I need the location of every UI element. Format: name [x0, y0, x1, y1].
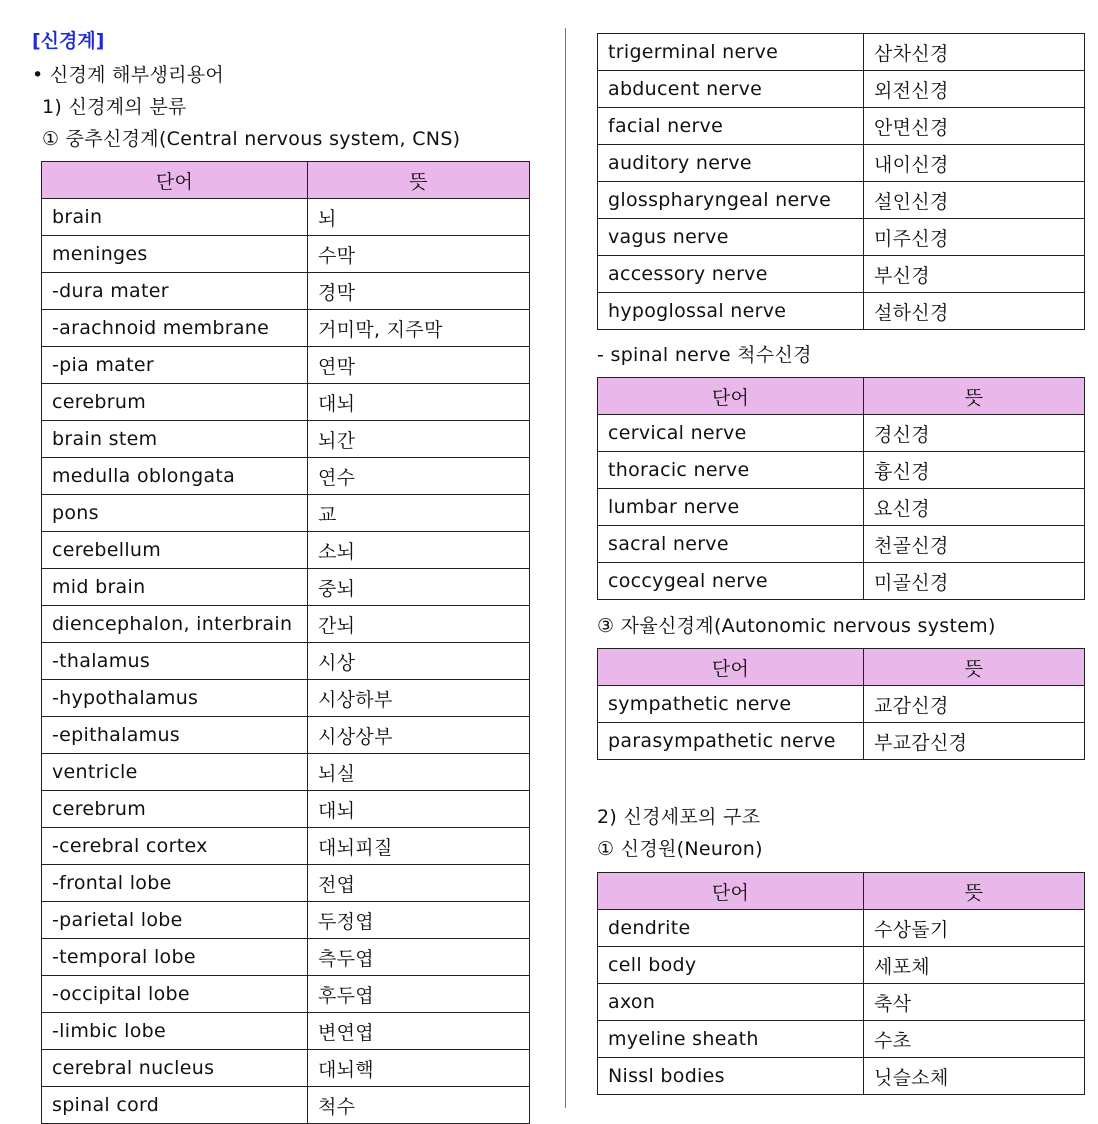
header-meaning: 뜻 [864, 873, 1085, 910]
meaning-cell: 연막 [308, 347, 530, 384]
term-cell: coccygeal nerve [598, 563, 864, 600]
meaning-cell: 대뇌 [308, 791, 530, 828]
header-word: 단어 [598, 873, 864, 910]
header-meaning: 뜻 [308, 162, 530, 199]
header-word: 단어 [598, 378, 864, 415]
table-row [42, 347, 530, 384]
table-row [42, 1087, 530, 1124]
term-cell: -occipital lobe [42, 976, 308, 1013]
table-row [598, 489, 1085, 526]
meaning-cell: 측두엽 [308, 939, 530, 976]
term-cell: cerebrum [42, 791, 308, 828]
meaning-cell: 삼차신경 [864, 34, 1085, 71]
term-cell: lumbar nerve [598, 489, 864, 526]
term-cell: accessory nerve [598, 256, 864, 293]
meaning-cell: 닛슬소체 [864, 1058, 1085, 1095]
term-cell: sympathetic nerve [598, 686, 864, 723]
term-cell: diencephalon, interbrain [42, 606, 308, 643]
table-row [42, 791, 530, 828]
table-row [42, 458, 530, 495]
term-cell: cerebellum [42, 532, 308, 569]
meaning-cell: 안면신경 [864, 108, 1085, 145]
meaning-cell: 전엽 [308, 865, 530, 902]
meaning-cell: 수막 [308, 236, 530, 273]
meaning-cell: 소뇌 [308, 532, 530, 569]
table-row [598, 563, 1085, 600]
table-row [42, 902, 530, 939]
table-row [598, 219, 1085, 256]
table-row [42, 717, 530, 754]
cranial-nerve-table [597, 33, 1085, 330]
meaning-cell: 교 [308, 495, 530, 532]
table-row [42, 865, 530, 902]
meaning-cell: 중뇌 [308, 569, 530, 606]
term-cell: cerebral nucleus [42, 1050, 308, 1087]
table-row [598, 415, 1085, 452]
meaning-cell: 후두엽 [308, 976, 530, 1013]
term-cell: -thalamus [42, 643, 308, 680]
table-header-row [598, 378, 1085, 415]
table-row [598, 71, 1085, 108]
term-cell: medulla oblongata [42, 458, 308, 495]
meaning-cell: 경신경 [864, 415, 1085, 452]
table-row [42, 680, 530, 717]
table-row [42, 495, 530, 532]
bullet-heading: • 신경계 해부생리용어 [32, 64, 225, 86]
meaning-cell: 설인신경 [864, 182, 1085, 219]
section-title: [신경계] [32, 30, 105, 52]
term-cell: -parietal lobe [42, 902, 308, 939]
table-row [598, 182, 1085, 219]
term-cell: cervical nerve [598, 415, 864, 452]
neuron-heading: ① 신경원(Neuron) [597, 838, 763, 860]
table-row [598, 452, 1085, 489]
table-row [42, 754, 530, 791]
meaning-cell: 경막 [308, 273, 530, 310]
subsection-heading-1: 1) 신경계의 분류 [42, 96, 187, 118]
term-cell: cell body [598, 947, 864, 984]
term-cell: spinal cord [42, 1087, 308, 1124]
table-row [42, 532, 530, 569]
meaning-cell: 대뇌 [308, 384, 530, 421]
meaning-cell: 부신경 [864, 256, 1085, 293]
term-cell: hypoglossal nerve [598, 293, 864, 330]
term-cell: cerebrum [42, 384, 308, 421]
table-header-row [42, 162, 530, 199]
meaning-cell: 두정엽 [308, 902, 530, 939]
table-row [42, 976, 530, 1013]
term-cell: -epithalamus [42, 717, 308, 754]
meaning-cell: 거미막, 지주막 [308, 310, 530, 347]
meaning-cell: 연수 [308, 458, 530, 495]
meaning-cell: 뇌간 [308, 421, 530, 458]
term-cell: mid brain [42, 569, 308, 606]
table-row [598, 34, 1085, 71]
table-row [42, 606, 530, 643]
term-cell: facial nerve [598, 108, 864, 145]
table-row [42, 310, 530, 347]
table-header-row [598, 649, 1085, 686]
table-row [598, 293, 1085, 330]
meaning-cell: 외전신경 [864, 71, 1085, 108]
meaning-cell: 변연엽 [308, 1013, 530, 1050]
header-word: 단어 [42, 162, 308, 199]
meaning-cell: 부교감신경 [864, 723, 1085, 760]
term-cell: abducent nerve [598, 71, 864, 108]
meaning-cell: 교감신경 [864, 686, 1085, 723]
cns-vocab-table [41, 161, 530, 1124]
table-row [598, 686, 1085, 723]
meaning-cell: 대뇌핵 [308, 1050, 530, 1087]
term-cell: vagus nerve [598, 219, 864, 256]
term-cell: -cerebral cortex [42, 828, 308, 865]
term-cell: myeline sheath [598, 1021, 864, 1058]
table-row [42, 643, 530, 680]
table-row [598, 145, 1085, 182]
ans-vocab-table [597, 648, 1085, 760]
meaning-cell: 수상돌기 [864, 910, 1085, 947]
term-cell: -arachnoid membrane [42, 310, 308, 347]
table-row [42, 421, 530, 458]
term-cell: parasympathetic nerve [598, 723, 864, 760]
term-cell: brain stem [42, 421, 308, 458]
term-cell: -dura mater [42, 273, 308, 310]
meaning-cell: 설하신경 [864, 293, 1085, 330]
meaning-cell: 흉신경 [864, 452, 1085, 489]
header-word: 단어 [598, 649, 864, 686]
meaning-cell: 천골신경 [864, 526, 1085, 563]
table-row [598, 1021, 1085, 1058]
column-divider [565, 28, 566, 1108]
term-cell: meninges [42, 236, 308, 273]
term-cell: -hypothalamus [42, 680, 308, 717]
table-row [598, 723, 1085, 760]
table-row [42, 236, 530, 273]
meaning-cell: 시상상부 [308, 717, 530, 754]
table-row [42, 828, 530, 865]
table-row [598, 1058, 1085, 1095]
meaning-cell: 시상하부 [308, 680, 530, 717]
term-cell: dendrite [598, 910, 864, 947]
meaning-cell: 세포체 [864, 947, 1085, 984]
ans-heading: ③ 자율신경계(Autonomic nervous system) [597, 615, 996, 637]
term-cell: axon [598, 984, 864, 1021]
meaning-cell: 미골신경 [864, 563, 1085, 600]
term-cell: Nissl bodies [598, 1058, 864, 1095]
meaning-cell: 척수 [308, 1087, 530, 1124]
term-cell: sacral nerve [598, 526, 864, 563]
term-cell: glosspharyngeal nerve [598, 182, 864, 219]
neuron-vocab-table [597, 872, 1085, 1095]
meaning-cell: 뇌실 [308, 754, 530, 791]
meaning-cell: 요신경 [864, 489, 1085, 526]
table-header-row [598, 873, 1085, 910]
term-cell: -temporal lobe [42, 939, 308, 976]
table-row [42, 569, 530, 606]
subsection-heading-2: 2) 신경세포의 구조 [597, 806, 761, 828]
term-cell: auditory nerve [598, 145, 864, 182]
meaning-cell: 간뇌 [308, 606, 530, 643]
meaning-cell: 수초 [864, 1021, 1085, 1058]
table-row [598, 108, 1085, 145]
table-row [598, 947, 1085, 984]
spinal-heading: - spinal nerve 척수신경 [597, 344, 812, 366]
term-cell: -frontal lobe [42, 865, 308, 902]
meaning-cell: 축삭 [864, 984, 1085, 1021]
table-row [42, 273, 530, 310]
term-cell: trigerminal nerve [598, 34, 864, 71]
table-row [42, 1050, 530, 1087]
table-row [598, 984, 1085, 1021]
table-row [42, 1013, 530, 1050]
term-cell: -pia mater [42, 347, 308, 384]
term-cell: ventricle [42, 754, 308, 791]
term-cell: thoracic nerve [598, 452, 864, 489]
table-row [42, 384, 530, 421]
term-cell: brain [42, 199, 308, 236]
meaning-cell: 시상 [308, 643, 530, 680]
term-cell: -limbic lobe [42, 1013, 308, 1050]
term-cell: pons [42, 495, 308, 532]
cns-heading: ① 중추신경계(Central nervous system, CNS) [42, 128, 461, 150]
spinal-nerve-table [597, 377, 1085, 600]
meaning-cell: 미주신경 [864, 219, 1085, 256]
meaning-cell: 대뇌피질 [308, 828, 530, 865]
table-row [598, 526, 1085, 563]
header-meaning: 뜻 [864, 649, 1085, 686]
table-row [598, 910, 1085, 947]
table-row [598, 256, 1085, 293]
header-meaning: 뜻 [864, 378, 1085, 415]
meaning-cell: 뇌 [308, 199, 530, 236]
table-row [42, 199, 530, 236]
meaning-cell: 내이신경 [864, 145, 1085, 182]
table-row [42, 939, 530, 976]
